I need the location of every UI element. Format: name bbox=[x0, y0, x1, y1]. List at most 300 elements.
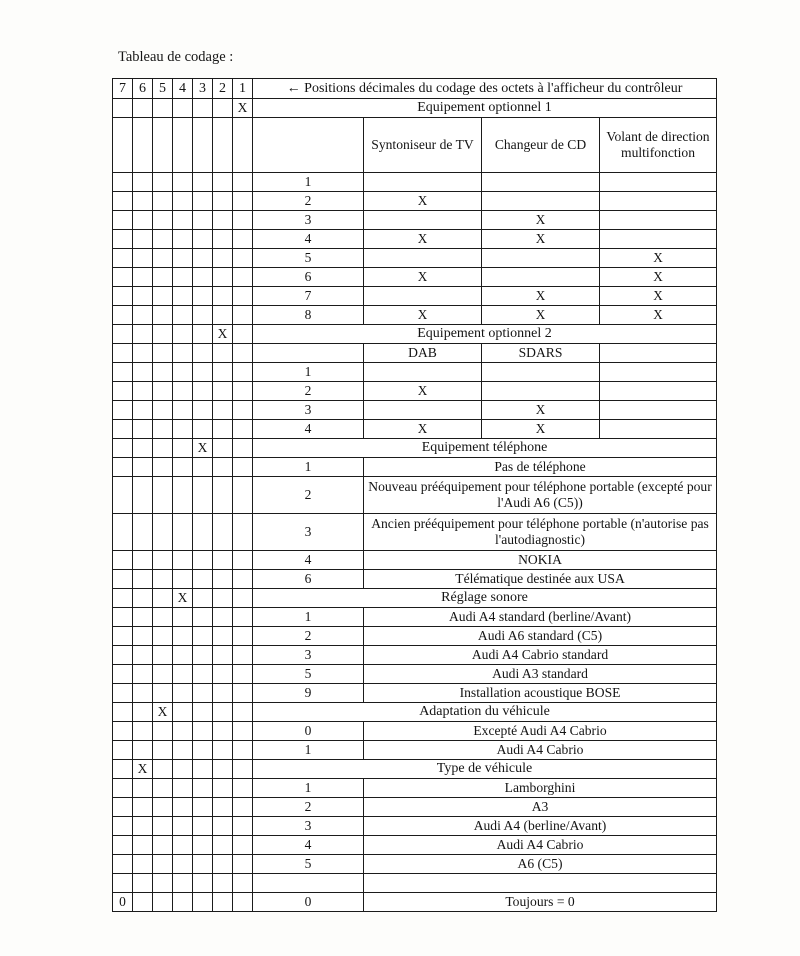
equipement-optionnel-1-row7-bit-6 bbox=[133, 306, 153, 325]
subheader-spacer-equipement-optionnel-1 bbox=[253, 118, 364, 173]
subheader-equipement-optionnel-2-bit-4 bbox=[173, 344, 193, 363]
row-mark-equipement-optionnel-1-0-0 bbox=[364, 173, 482, 192]
footer-row-toujours-zero bbox=[113, 893, 717, 912]
table-row bbox=[113, 855, 717, 874]
section-adaptation-du-vehicule-bit-6 bbox=[133, 703, 153, 722]
equipement-optionnel-1-row1-bit-3 bbox=[193, 192, 213, 211]
row-value-reglage-sonore-4: 9 bbox=[253, 684, 364, 703]
row-mark-equipement-optionnel-2-0-2 bbox=[600, 363, 717, 382]
row-value-equipement-telephone-0: 1 bbox=[253, 458, 364, 477]
section-reglage-sonore-bit-7 bbox=[113, 589, 133, 608]
footer-toujours-zero-bit-5 bbox=[153, 893, 173, 912]
footer-toujours-zero-bit-2 bbox=[213, 893, 233, 912]
equipement-optionnel-2-row2-bit-3 bbox=[193, 401, 213, 420]
row-mark-equipement-optionnel-2-2-0 bbox=[364, 401, 482, 420]
row-mark-equipement-optionnel-2-0-1 bbox=[482, 363, 600, 382]
row-label-reglage-sonore-1: Audi A6 standard (C5) bbox=[364, 627, 717, 646]
type-de-vehicule-row3-bit-4 bbox=[173, 836, 193, 855]
row-value-reglage-sonore-1: 2 bbox=[253, 627, 364, 646]
equipement-optionnel-2-row2-bit-1 bbox=[233, 401, 253, 420]
reglage-sonore-row1-bit-4 bbox=[173, 627, 193, 646]
section-reglage-sonore-bit-4: X bbox=[173, 589, 193, 608]
row-value-equipement-telephone-4: 6 bbox=[253, 570, 364, 589]
row-label-adaptation-du-vehicule-1: Audi A4 Cabrio bbox=[364, 741, 717, 760]
row-value-equipement-optionnel-1-5: 6 bbox=[253, 268, 364, 287]
table-row bbox=[113, 817, 717, 836]
blank-spacer-bit-3 bbox=[193, 874, 213, 893]
equipement-optionnel-1-row6-bit-4 bbox=[173, 287, 193, 306]
equipement-optionnel-1-row1-bit-2 bbox=[213, 192, 233, 211]
reglage-sonore-row3-bit-2 bbox=[213, 665, 233, 684]
section-equipement-optionnel-2-bit-4 bbox=[173, 325, 193, 344]
adaptation-du-vehicule-row1-bit-7 bbox=[113, 741, 133, 760]
row-mark-equipement-optionnel-1-5-1 bbox=[482, 268, 600, 287]
adaptation-du-vehicule-row1-bit-1 bbox=[233, 741, 253, 760]
equipement-optionnel-1-row1-bit-6 bbox=[133, 192, 153, 211]
subheader-equipement-optionnel-1-bit-7 bbox=[113, 118, 133, 173]
section-title-equipement-optionnel-2: Equipement optionnel 2 bbox=[253, 325, 717, 344]
row-value-equipement-telephone-2: 3 bbox=[253, 514, 364, 551]
type-de-vehicule-row1-bit-1 bbox=[233, 798, 253, 817]
equipement-optionnel-1-row4-bit-3 bbox=[193, 249, 213, 268]
row-mark-equipement-optionnel-1-0-2 bbox=[600, 173, 717, 192]
equipement-telephone-row2-bit-6 bbox=[133, 514, 153, 551]
type-de-vehicule-row4-bit-6 bbox=[133, 855, 153, 874]
reglage-sonore-row2-bit-1 bbox=[233, 646, 253, 665]
equipement-optionnel-1-row4-bit-7 bbox=[113, 249, 133, 268]
adaptation-du-vehicule-row1-bit-6 bbox=[133, 741, 153, 760]
table-row bbox=[113, 665, 717, 684]
table-row bbox=[113, 722, 717, 741]
equipement-optionnel-1-row1-bit-7 bbox=[113, 192, 133, 211]
footer-toujours-zero-bit-4 bbox=[173, 893, 193, 912]
row-label-reglage-sonore-3: Audi A3 standard bbox=[364, 665, 717, 684]
table-row bbox=[113, 741, 717, 760]
footer-label: Toujours = 0 bbox=[364, 893, 717, 912]
row-mark-equipement-optionnel-1-5-0: X bbox=[364, 268, 482, 287]
equipement-optionnel-2-row1-bit-5 bbox=[153, 382, 173, 401]
type-de-vehicule-row0-bit-4 bbox=[173, 779, 193, 798]
equipement-telephone-row2-bit-3 bbox=[193, 514, 213, 551]
equipement-optionnel-1-row3-bit-4 bbox=[173, 230, 193, 249]
table-row bbox=[113, 382, 717, 401]
row-label-type-de-vehicule-2: Audi A4 (berline/Avant) bbox=[364, 817, 717, 836]
subheader-equipement-optionnel-1-bit-1 bbox=[233, 118, 253, 173]
footer-toujours-zero-bit-6 bbox=[133, 893, 153, 912]
subheader-equipement-optionnel-1-bit-4 bbox=[173, 118, 193, 173]
row-mark-equipement-optionnel-2-0-0 bbox=[364, 363, 482, 382]
section-reglage-sonore-bit-2 bbox=[213, 589, 233, 608]
section-equipement-optionnel-2-bit-2: X bbox=[213, 325, 233, 344]
reglage-sonore-row0-bit-2 bbox=[213, 608, 233, 627]
bit-header-3: 3 bbox=[193, 79, 213, 99]
bit-header-2: 2 bbox=[213, 79, 233, 99]
subheader-equipement-optionnel-2-2 bbox=[600, 344, 717, 363]
equipement-optionnel-2-row2-bit-4 bbox=[173, 401, 193, 420]
row-value-equipement-optionnel-1-0: 1 bbox=[253, 173, 364, 192]
equipement-telephone-row0-bit-3 bbox=[193, 458, 213, 477]
reglage-sonore-row4-bit-1 bbox=[233, 684, 253, 703]
equipement-telephone-row1-bit-1 bbox=[233, 477, 253, 514]
type-de-vehicule-row4-bit-2 bbox=[213, 855, 233, 874]
equipement-optionnel-2-row1-bit-6 bbox=[133, 382, 153, 401]
section-equipement-telephone-bit-3: X bbox=[193, 439, 213, 458]
type-de-vehicule-row4-bit-5 bbox=[153, 855, 173, 874]
footer-value: 0 bbox=[253, 893, 364, 912]
equipement-optionnel-2-row1-bit-1 bbox=[233, 382, 253, 401]
reglage-sonore-row2-bit-4 bbox=[173, 646, 193, 665]
type-de-vehicule-row3-bit-1 bbox=[233, 836, 253, 855]
row-mark-equipement-optionnel-1-7-1: X bbox=[482, 306, 600, 325]
subheader-equipement-optionnel-1-2: Volant de direction multifonction bbox=[600, 118, 717, 173]
blank-spacer-bit-7 bbox=[113, 874, 133, 893]
subheader-equipement-optionnel-1-0: Syntoniseur de TV bbox=[364, 118, 482, 173]
equipement-optionnel-2-row2-bit-2 bbox=[213, 401, 233, 420]
type-de-vehicule-row1-bit-6 bbox=[133, 798, 153, 817]
type-de-vehicule-row4-bit-3 bbox=[193, 855, 213, 874]
type-de-vehicule-row1-bit-3 bbox=[193, 798, 213, 817]
section-equipement-optionnel-1-bit-3 bbox=[193, 99, 213, 118]
reglage-sonore-row4-bit-5 bbox=[153, 684, 173, 703]
equipement-optionnel-1-row3-bit-7 bbox=[113, 230, 133, 249]
adaptation-du-vehicule-row0-bit-1 bbox=[233, 722, 253, 741]
type-de-vehicule-row2-bit-6 bbox=[133, 817, 153, 836]
type-de-vehicule-row3-bit-5 bbox=[153, 836, 173, 855]
reglage-sonore-row0-bit-6 bbox=[133, 608, 153, 627]
row-value-type-de-vehicule-1: 2 bbox=[253, 798, 364, 817]
subheader-equipement-optionnel-2-bit-6 bbox=[133, 344, 153, 363]
adaptation-du-vehicule-row1-bit-3 bbox=[193, 741, 213, 760]
equipement-optionnel-2-row2-bit-6 bbox=[133, 401, 153, 420]
equipement-optionnel-1-row5-bit-6 bbox=[133, 268, 153, 287]
section-title-adaptation-du-vehicule: Adaptation du véhicule bbox=[253, 703, 717, 722]
section-title-row-equipement-telephone bbox=[113, 439, 717, 458]
reglage-sonore-row0-bit-1 bbox=[233, 608, 253, 627]
equipement-optionnel-1-row2-bit-7 bbox=[113, 211, 133, 230]
equipement-optionnel-1-row0-bit-6 bbox=[133, 173, 153, 192]
table-row bbox=[113, 363, 717, 382]
section-title-equipement-optionnel-1: Equipement optionnel 1 bbox=[253, 99, 717, 118]
row-mark-equipement-optionnel-1-7-2: X bbox=[600, 306, 717, 325]
table-row bbox=[113, 192, 717, 211]
reglage-sonore-row3-bit-1 bbox=[233, 665, 253, 684]
equipement-optionnel-2-row2-bit-5 bbox=[153, 401, 173, 420]
row-mark-equipement-optionnel-1-3-1: X bbox=[482, 230, 600, 249]
footer-toujours-zero-bit-7: 0 bbox=[113, 893, 133, 912]
subheader-equipement-optionnel-2-1: SDARS bbox=[482, 344, 600, 363]
row-mark-equipement-optionnel-1-4-1 bbox=[482, 249, 600, 268]
type-de-vehicule-row1-bit-7 bbox=[113, 798, 133, 817]
section-title-row-reglage-sonore bbox=[113, 589, 717, 608]
reglage-sonore-row3-bit-6 bbox=[133, 665, 153, 684]
reglage-sonore-row3-bit-7 bbox=[113, 665, 133, 684]
section-equipement-optionnel-1-bit-4 bbox=[173, 99, 193, 118]
row-mark-equipement-optionnel-1-7-0: X bbox=[364, 306, 482, 325]
subheader-row-equipement-optionnel-1 bbox=[113, 118, 717, 173]
equipement-optionnel-1-row7-bit-3 bbox=[193, 306, 213, 325]
section-equipement-telephone-bit-6 bbox=[133, 439, 153, 458]
type-de-vehicule-row2-bit-5 bbox=[153, 817, 173, 836]
row-value-reglage-sonore-3: 5 bbox=[253, 665, 364, 684]
row-value-adaptation-du-vehicule-0: 0 bbox=[253, 722, 364, 741]
equipement-optionnel-2-row0-bit-1 bbox=[233, 363, 253, 382]
subheader-spacer-equipement-optionnel-2 bbox=[253, 344, 364, 363]
reglage-sonore-row3-bit-3 bbox=[193, 665, 213, 684]
type-de-vehicule-row2-bit-1 bbox=[233, 817, 253, 836]
reglage-sonore-row1-bit-7 bbox=[113, 627, 133, 646]
row-mark-equipement-optionnel-1-0-1 bbox=[482, 173, 600, 192]
row-label-equipement-telephone-3: NOKIA bbox=[364, 551, 717, 570]
row-value-equipement-optionnel-1-3: 4 bbox=[253, 230, 364, 249]
type-de-vehicule-row2-bit-3 bbox=[193, 817, 213, 836]
section-title-row-equipement-optionnel-1 bbox=[113, 99, 717, 118]
reglage-sonore-row4-bit-3 bbox=[193, 684, 213, 703]
section-equipement-optionnel-2-bit-5 bbox=[153, 325, 173, 344]
equipement-optionnel-1-row2-bit-6 bbox=[133, 211, 153, 230]
equipement-telephone-row4-bit-6 bbox=[133, 570, 153, 589]
subheader-equipement-optionnel-2-bit-3 bbox=[193, 344, 213, 363]
row-value-equipement-optionnel-1-2: 3 bbox=[253, 211, 364, 230]
row-mark-equipement-optionnel-1-2-0 bbox=[364, 211, 482, 230]
equipement-telephone-row1-bit-2 bbox=[213, 477, 233, 514]
row-label-type-de-vehicule-3: Audi A4 Cabrio bbox=[364, 836, 717, 855]
bit-header-1: 1 bbox=[233, 79, 253, 99]
equipement-optionnel-1-row4-bit-5 bbox=[153, 249, 173, 268]
equipement-telephone-row0-bit-2 bbox=[213, 458, 233, 477]
equipement-optionnel-1-row2-bit-5 bbox=[153, 211, 173, 230]
equipement-telephone-row0-bit-7 bbox=[113, 458, 133, 477]
blank-spacer-number bbox=[253, 874, 364, 893]
row-label-equipement-telephone-1: Nouveau prééquipement pour téléphone portable (excepté pour l'Audi A6 (C5)) bbox=[364, 477, 717, 514]
row-label-adaptation-du-vehicule-0: Excepté Audi A4 Cabrio bbox=[364, 722, 717, 741]
table-row bbox=[113, 608, 717, 627]
row-value-equipement-optionnel-2-1: 2 bbox=[253, 382, 364, 401]
section-title-equipement-telephone: Equipement téléphone bbox=[253, 439, 717, 458]
reglage-sonore-row1-bit-1 bbox=[233, 627, 253, 646]
reglage-sonore-row2-bit-5 bbox=[153, 646, 173, 665]
type-de-vehicule-row0-bit-3 bbox=[193, 779, 213, 798]
row-value-equipement-optionnel-2-0: 1 bbox=[253, 363, 364, 382]
section-equipement-optionnel-1-bit-6 bbox=[133, 99, 153, 118]
row-value-equipement-optionnel-2-3: 4 bbox=[253, 420, 364, 439]
reglage-sonore-row0-bit-3 bbox=[193, 608, 213, 627]
equipement-optionnel-1-row5-bit-4 bbox=[173, 268, 193, 287]
row-value-reglage-sonore-2: 3 bbox=[253, 646, 364, 665]
section-type-de-vehicule-bit-7 bbox=[113, 760, 133, 779]
row-label-type-de-vehicule-4: A6 (C5) bbox=[364, 855, 717, 874]
row-value-equipement-optionnel-2-2: 3 bbox=[253, 401, 364, 420]
equipement-optionnel-1-row6-bit-7 bbox=[113, 287, 133, 306]
row-value-type-de-vehicule-3: 4 bbox=[253, 836, 364, 855]
reglage-sonore-row4-bit-2 bbox=[213, 684, 233, 703]
type-de-vehicule-row0-bit-2 bbox=[213, 779, 233, 798]
row-mark-equipement-optionnel-2-3-2 bbox=[600, 420, 717, 439]
row-label-type-de-vehicule-0: Lamborghini bbox=[364, 779, 717, 798]
equipement-telephone-row2-bit-2 bbox=[213, 514, 233, 551]
equipement-optionnel-2-row0-bit-7 bbox=[113, 363, 133, 382]
equipement-optionnel-1-row3-bit-3 bbox=[193, 230, 213, 249]
equipement-telephone-row2-bit-1 bbox=[233, 514, 253, 551]
section-equipement-optionnel-1-bit-5 bbox=[153, 99, 173, 118]
equipement-optionnel-2-row3-bit-5 bbox=[153, 420, 173, 439]
equipement-optionnel-2-row0-bit-3 bbox=[193, 363, 213, 382]
equipement-telephone-row3-bit-2 bbox=[213, 551, 233, 570]
reglage-sonore-row0-bit-7 bbox=[113, 608, 133, 627]
section-type-de-vehicule-bit-5 bbox=[153, 760, 173, 779]
equipement-optionnel-1-row0-bit-2 bbox=[213, 173, 233, 192]
equipement-optionnel-2-row1-bit-7 bbox=[113, 382, 133, 401]
row-value-type-de-vehicule-0: 1 bbox=[253, 779, 364, 798]
table-row bbox=[113, 836, 717, 855]
section-type-de-vehicule-bit-2 bbox=[213, 760, 233, 779]
equipement-optionnel-1-row6-bit-3 bbox=[193, 287, 213, 306]
table-row bbox=[113, 627, 717, 646]
subheader-equipement-optionnel-1-bit-5 bbox=[153, 118, 173, 173]
equipement-optionnel-1-row0-bit-4 bbox=[173, 173, 193, 192]
row-mark-equipement-optionnel-2-2-2 bbox=[600, 401, 717, 420]
subheader-row-equipement-optionnel-2 bbox=[113, 344, 717, 363]
equipement-optionnel-1-row4-bit-2 bbox=[213, 249, 233, 268]
equipement-telephone-row0-bit-4 bbox=[173, 458, 193, 477]
equipement-telephone-row2-bit-4 bbox=[173, 514, 193, 551]
equipement-telephone-row3-bit-5 bbox=[153, 551, 173, 570]
row-label-equipement-telephone-2: Ancien prééquipement pour téléphone portable (n'autorise pas l'autodiagnostic) bbox=[364, 514, 717, 551]
row-mark-equipement-optionnel-1-1-0: X bbox=[364, 192, 482, 211]
equipement-optionnel-1-row6-bit-2 bbox=[213, 287, 233, 306]
equipement-optionnel-1-row2-bit-1 bbox=[233, 211, 253, 230]
coding-table bbox=[112, 78, 717, 912]
equipement-optionnel-1-row3-bit-5 bbox=[153, 230, 173, 249]
equipement-optionnel-1-row0-bit-7 bbox=[113, 173, 133, 192]
row-mark-equipement-optionnel-1-1-2 bbox=[600, 192, 717, 211]
equipement-optionnel-1-row5-bit-1 bbox=[233, 268, 253, 287]
subheader-equipement-optionnel-2-0: DAB bbox=[364, 344, 482, 363]
blank-spacer-bit-1 bbox=[233, 874, 253, 893]
type-de-vehicule-row4-bit-1 bbox=[233, 855, 253, 874]
equipement-optionnel-2-row3-bit-1 bbox=[233, 420, 253, 439]
type-de-vehicule-row3-bit-7 bbox=[113, 836, 133, 855]
reglage-sonore-row4-bit-6 bbox=[133, 684, 153, 703]
table-row bbox=[113, 173, 717, 192]
section-reglage-sonore-bit-6 bbox=[133, 589, 153, 608]
row-mark-equipement-optionnel-1-3-2 bbox=[600, 230, 717, 249]
subheader-equipement-optionnel-2-bit-7 bbox=[113, 344, 133, 363]
section-title-reglage-sonore: Réglage sonore bbox=[253, 589, 717, 608]
equipement-optionnel-2-row0-bit-4 bbox=[173, 363, 193, 382]
header-note: ← Positions décimales du codage des octets à l'afficheur du contrôleur bbox=[253, 79, 717, 99]
equipement-optionnel-1-row4-bit-4 bbox=[173, 249, 193, 268]
equipement-optionnel-1-row7-bit-4 bbox=[173, 306, 193, 325]
row-label-equipement-telephone-0: Pas de téléphone bbox=[364, 458, 717, 477]
row-mark-equipement-optionnel-1-6-1: X bbox=[482, 287, 600, 306]
equipement-telephone-row2-bit-7 bbox=[113, 514, 133, 551]
equipement-optionnel-2-row1-bit-3 bbox=[193, 382, 213, 401]
equipement-optionnel-2-row0-bit-2 bbox=[213, 363, 233, 382]
equipement-telephone-row0-bit-5 bbox=[153, 458, 173, 477]
table-row bbox=[113, 401, 717, 420]
row-mark-equipement-optionnel-1-2-1: X bbox=[482, 211, 600, 230]
table-row bbox=[113, 249, 717, 268]
adaptation-du-vehicule-row0-bit-6 bbox=[133, 722, 153, 741]
page-title: Tableau de codage : bbox=[118, 49, 234, 65]
equipement-optionnel-2-row0-bit-6 bbox=[133, 363, 153, 382]
section-title-type-de-vehicule: Type de véhicule bbox=[253, 760, 717, 779]
row-label-reglage-sonore-4: Installation acoustique BOSE bbox=[364, 684, 717, 703]
equipement-optionnel-1-row7-bit-2 bbox=[213, 306, 233, 325]
blank-spacer-bit-6 bbox=[133, 874, 153, 893]
table-row bbox=[113, 287, 717, 306]
equipement-telephone-row3-bit-3 bbox=[193, 551, 213, 570]
equipement-optionnel-2-row1-bit-2 bbox=[213, 382, 233, 401]
type-de-vehicule-row3-bit-3 bbox=[193, 836, 213, 855]
section-adaptation-du-vehicule-bit-2 bbox=[213, 703, 233, 722]
section-reglage-sonore-bit-3 bbox=[193, 589, 213, 608]
adaptation-du-vehicule-row0-bit-2 bbox=[213, 722, 233, 741]
equipement-telephone-row4-bit-1 bbox=[233, 570, 253, 589]
table-row bbox=[113, 646, 717, 665]
section-type-de-vehicule-bit-1 bbox=[233, 760, 253, 779]
table-row bbox=[113, 570, 717, 589]
table-row bbox=[113, 477, 717, 514]
table-row bbox=[113, 211, 717, 230]
table-row bbox=[113, 458, 717, 477]
row-mark-equipement-optionnel-2-2-1: X bbox=[482, 401, 600, 420]
section-reglage-sonore-bit-1 bbox=[233, 589, 253, 608]
equipement-optionnel-1-row1-bit-4 bbox=[173, 192, 193, 211]
equipement-optionnel-2-row2-bit-7 bbox=[113, 401, 133, 420]
subheader-equipement-optionnel-2-bit-2 bbox=[213, 344, 233, 363]
table-row bbox=[113, 514, 717, 551]
bit-header-6: 6 bbox=[133, 79, 153, 99]
equipement-optionnel-1-row5-bit-7 bbox=[113, 268, 133, 287]
type-de-vehicule-row0-bit-5 bbox=[153, 779, 173, 798]
section-equipement-telephone-bit-2 bbox=[213, 439, 233, 458]
equipement-telephone-row1-bit-7 bbox=[113, 477, 133, 514]
equipement-telephone-row2-bit-5 bbox=[153, 514, 173, 551]
equipement-optionnel-1-row1-bit-1 bbox=[233, 192, 253, 211]
reglage-sonore-row1-bit-3 bbox=[193, 627, 213, 646]
row-value-equipement-optionnel-1-1: 2 bbox=[253, 192, 364, 211]
blank-spacer-row bbox=[113, 874, 717, 893]
subheader-equipement-optionnel-2-bit-5 bbox=[153, 344, 173, 363]
section-reglage-sonore-bit-5 bbox=[153, 589, 173, 608]
section-adaptation-du-vehicule-bit-4 bbox=[173, 703, 193, 722]
equipement-telephone-row3-bit-7 bbox=[113, 551, 133, 570]
row-value-type-de-vehicule-4: 5 bbox=[253, 855, 364, 874]
section-equipement-telephone-bit-7 bbox=[113, 439, 133, 458]
equipement-optionnel-1-row3-bit-2 bbox=[213, 230, 233, 249]
type-de-vehicule-row0-bit-7 bbox=[113, 779, 133, 798]
subheader-equipement-optionnel-1-bit-2 bbox=[213, 118, 233, 173]
section-type-de-vehicule-bit-4 bbox=[173, 760, 193, 779]
equipement-optionnel-1-row0-bit-5 bbox=[153, 173, 173, 192]
equipement-optionnel-2-row3-bit-4 bbox=[173, 420, 193, 439]
row-mark-equipement-optionnel-1-4-2: X bbox=[600, 249, 717, 268]
equipement-optionnel-2-row1-bit-4 bbox=[173, 382, 193, 401]
reglage-sonore-row3-bit-4 bbox=[173, 665, 193, 684]
adaptation-du-vehicule-row0-bit-4 bbox=[173, 722, 193, 741]
row-label-reglage-sonore-2: Audi A4 Cabrio standard bbox=[364, 646, 717, 665]
equipement-telephone-row4-bit-4 bbox=[173, 570, 193, 589]
type-de-vehicule-row2-bit-4 bbox=[173, 817, 193, 836]
type-de-vehicule-row4-bit-7 bbox=[113, 855, 133, 874]
section-title-row-equipement-optionnel-2 bbox=[113, 325, 717, 344]
subheader-equipement-optionnel-2-bit-1 bbox=[233, 344, 253, 363]
equipement-telephone-row4-bit-3 bbox=[193, 570, 213, 589]
reglage-sonore-row0-bit-4 bbox=[173, 608, 193, 627]
equipement-optionnel-1-row4-bit-6 bbox=[133, 249, 153, 268]
type-de-vehicule-row3-bit-2 bbox=[213, 836, 233, 855]
